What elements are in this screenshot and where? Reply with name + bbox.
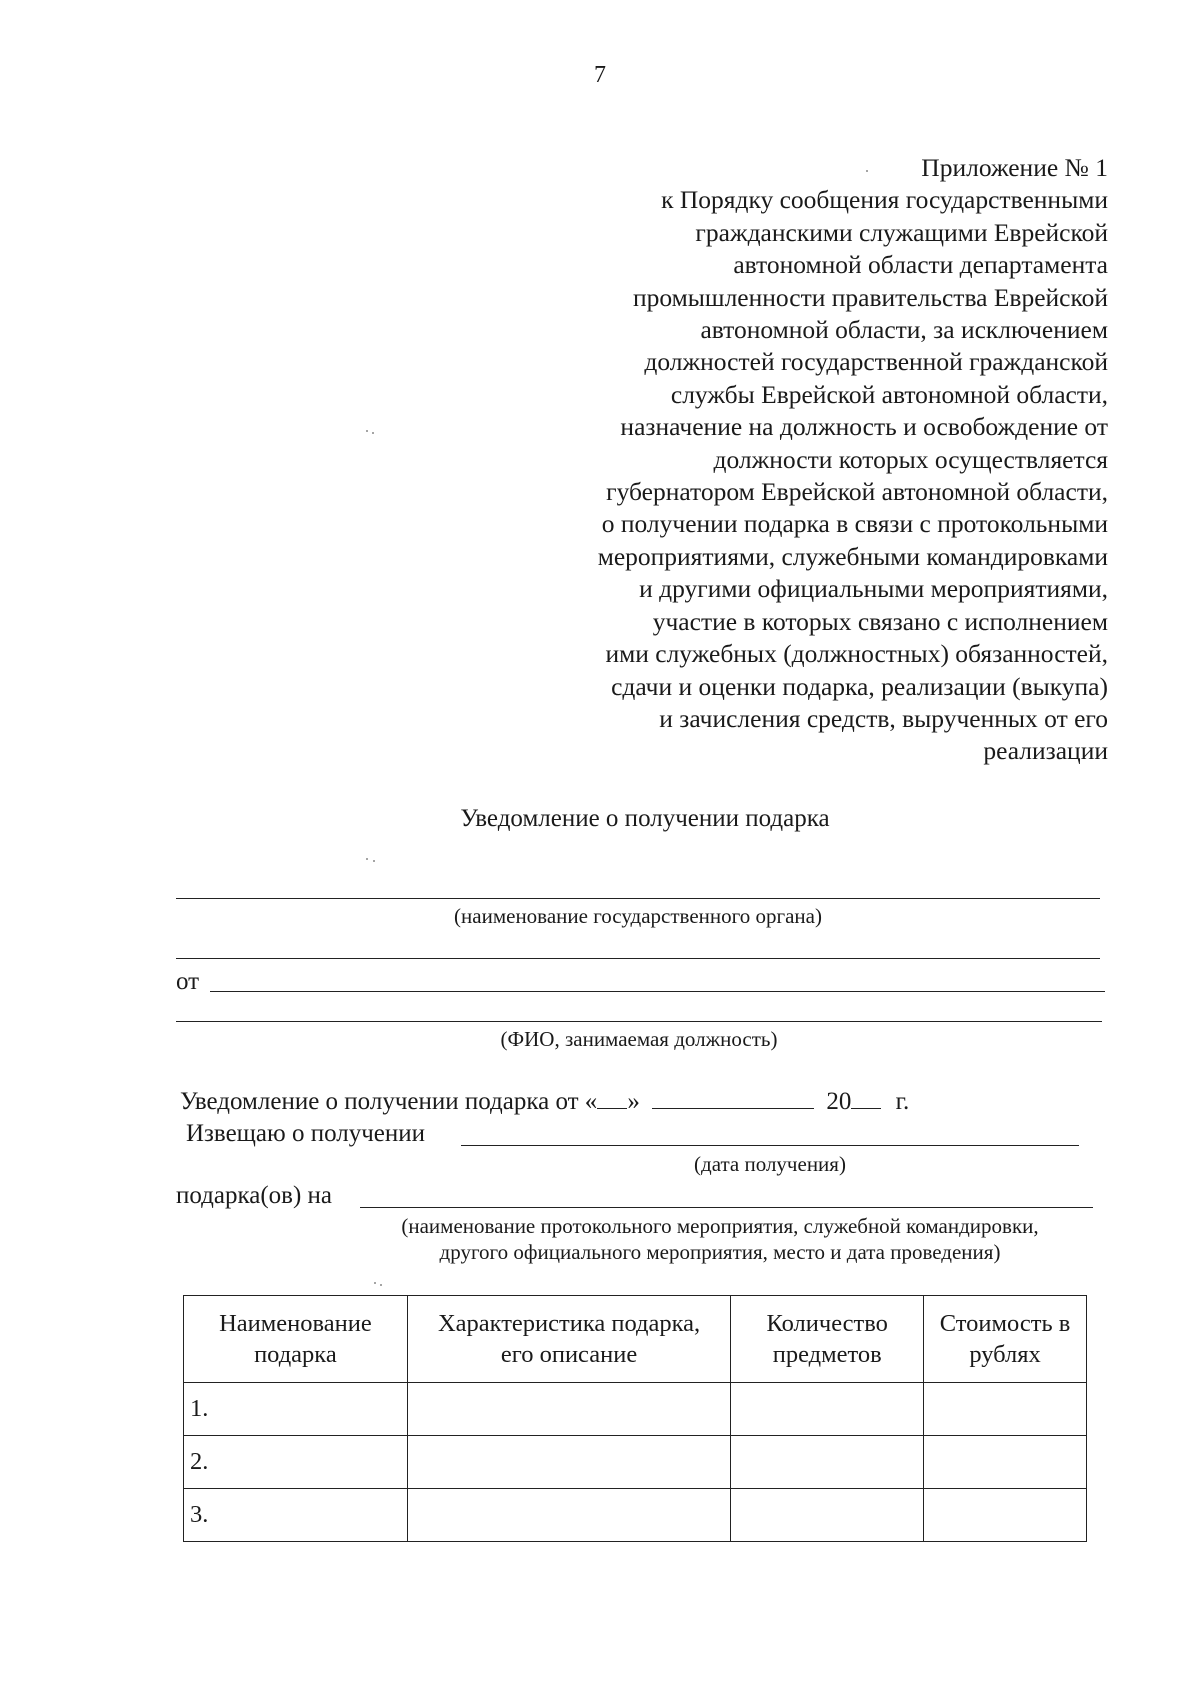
description-cell[interactable] [407,1489,731,1542]
event-caption-line2: другого официального мероприятия, место и дата проведения) [439,1240,1001,1264]
header-quantity-line2: предметов [772,1341,882,1368]
row-number-cell[interactable]: 1. [184,1383,408,1436]
row-number-cell[interactable]: 2. [184,1436,408,1489]
notice-day-blank[interactable] [597,1107,627,1109]
scan-speck [373,860,375,862]
appendix-line: к Порядку сообщения государственными [661,185,1108,215]
scan-speck [366,430,368,432]
header-gift-description [407,1296,731,1383]
fio-caption: (ФИО, занимаемая должность) [500,1027,778,1051]
notice-prefix: Уведомление о получении подарка от « [180,1088,598,1115]
appendix-line: участие в которых связано с исполнением [652,606,1108,636]
header-gift-name-line2: подарка [254,1341,337,1368]
appendix-line: губернатором Еврейской автономной области, [606,477,1108,507]
inform-label: Извещаю о получении [186,1120,426,1147]
notice-date-line [180,1088,909,1116]
received-date-line[interactable] [461,1145,1079,1146]
appendix-line: промышленности правительства Еврейской [633,282,1108,312]
appendix-line: гражданскими служащими Еврейской [695,217,1108,247]
notice-year: 20 [826,1088,852,1115]
header-cost-line2: рублях [969,1341,1041,1368]
received-date-caption: (дата получения) [694,1152,846,1176]
appendix-line: должности которых осуществляется [713,444,1108,474]
quantity-cell[interactable] [731,1383,924,1436]
appendix-line: назначение на должность и освобождение от [620,412,1108,442]
appendix-line: ими служебных (должностных) обязанностей, [605,639,1108,669]
scan-speck [380,1284,382,1286]
table-row [184,1489,1087,1542]
appendix-line: и другими официальными мероприятиями, [639,574,1108,604]
notice-month-blank[interactable] [652,1107,814,1109]
org-name-caption: (наименование государственного органа) [454,904,822,928]
table-row [184,1383,1087,1436]
appendix-line: о получении подарка в связи с протокольными [601,509,1108,539]
scan-speck [866,170,868,172]
appendix-line: автономной области, за исключением [700,315,1108,345]
page-number: 7 [594,62,606,88]
notice-year-blank[interactable] [851,1107,881,1109]
header-gift-name [184,1296,408,1383]
from-fio-line[interactable] [210,991,1105,992]
appendix-line: должностей государственной гражданской [644,347,1108,377]
header-quantity [731,1296,924,1383]
appendix-line: мероприятиями, служебными командировками [597,541,1108,571]
notice-year-suffix: г. [895,1088,910,1115]
form-title: Уведомление о получении подарка [460,805,830,832]
appendix-line: реализации [983,736,1108,766]
fio-line-2[interactable] [176,1021,1102,1022]
appendix-line: службы Еврейской автономной области, [670,379,1108,409]
row-number-cell[interactable]: 3. [184,1489,408,1542]
org-name-line-2[interactable] [176,958,1100,959]
description-cell[interactable] [407,1383,731,1436]
scan-speck [374,1282,376,1284]
cost-cell[interactable] [924,1383,1087,1436]
org-name-line[interactable] [176,898,1100,899]
header-cost-line1: Стоимость в [939,1310,1071,1337]
description-cell[interactable] [407,1436,731,1489]
from-label: от [176,968,200,995]
header-gift-description-line2: его описание [500,1341,638,1368]
quantity-cell[interactable] [731,1489,924,1542]
appendix-line: автономной области департамента [733,250,1108,280]
appendix-heading [488,152,1108,768]
quantity-cell[interactable] [731,1436,924,1489]
notice-quote-close: » [627,1088,640,1115]
gifts-on-label: подарка(ов) на [176,1182,333,1209]
header-gift-description-line1: Характеристика подарка, [437,1310,701,1337]
appendix-line: и зачисления средств, вырученных от его [659,703,1108,733]
table-header-row [184,1296,1087,1383]
appendix-line: сдачи и оценки подарка, реализации (выкупа) [611,671,1108,701]
header-cost [924,1296,1087,1383]
gifts-table [183,1295,1087,1542]
header-quantity-line1: Количество [766,1310,888,1337]
event-caption-line1: (наименование протокольного мероприятия, служебной командировки, [401,1214,1039,1238]
scan-speck [372,432,374,434]
event-line[interactable] [360,1207,1093,1208]
scan-speck [366,858,368,860]
cost-cell[interactable] [924,1436,1087,1489]
table-row [184,1436,1087,1489]
appendix-line: Приложение № 1 [921,153,1108,182]
header-gift-name-line1: Наименование [219,1310,372,1337]
cost-cell[interactable] [924,1489,1087,1542]
